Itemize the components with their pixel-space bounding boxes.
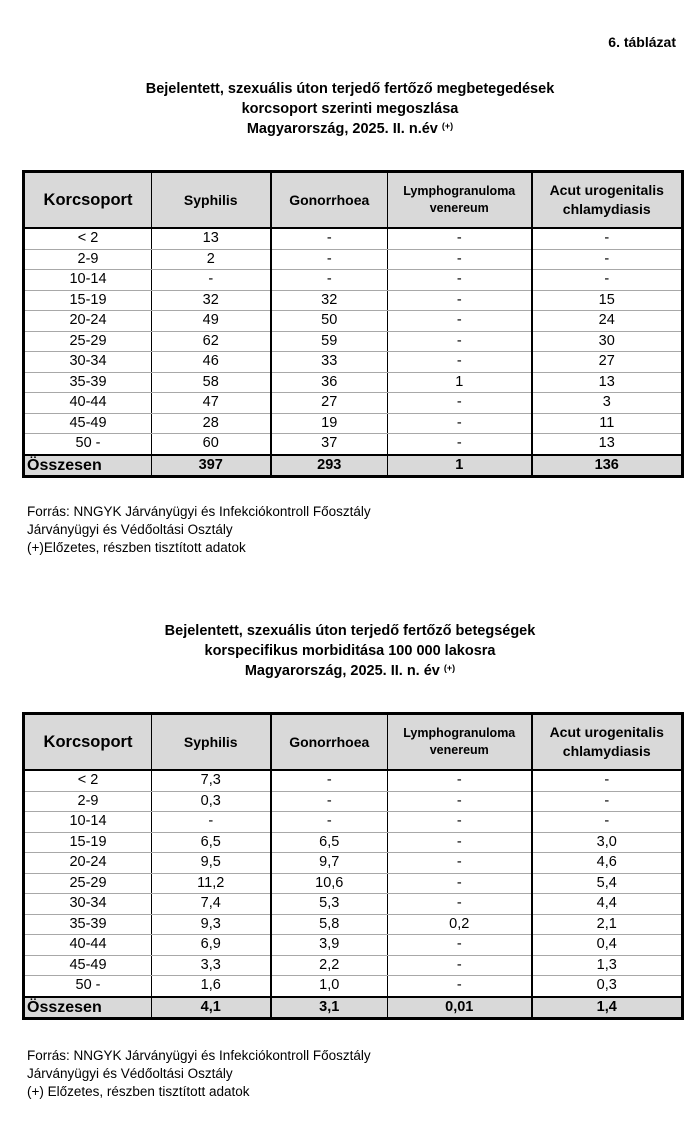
syphilis-cell: 6,9 — [152, 935, 271, 956]
table1-title-line3: Magyarország, 2025. II. n.év (+) — [246, 121, 454, 137]
gonorrhoea-cell: - — [271, 249, 388, 270]
table2-title — [0, 621, 700, 681]
syphilis-cell: 2 — [152, 249, 271, 270]
gonorrhoea-cell: 37 — [271, 434, 388, 455]
syphilis-cell: 28 — [152, 413, 271, 434]
chlamydiasis-cell: 13 — [532, 434, 683, 455]
syphilis-cell: - — [152, 270, 271, 291]
total-lymphogranuloma-cell: 0,01 — [388, 997, 532, 1019]
lymphogranuloma-cell: 0,2 — [388, 914, 532, 935]
age-group-cell: 40-44 — [24, 935, 152, 956]
chlamydiasis-cell: 3,0 — [532, 832, 683, 853]
age-group-cell: 30-34 — [24, 894, 152, 915]
table2-title-line2: korspecifikus morbiditása 100 000 lakosra — [204, 643, 496, 659]
lymphogranuloma-cell: - — [388, 249, 532, 270]
table-row — [24, 393, 683, 414]
age-group-cell: 40-44 — [24, 393, 152, 414]
age-group-cell: 15-19 — [24, 290, 152, 311]
table-row — [24, 331, 683, 352]
lymphogranuloma-cell: - — [388, 228, 532, 249]
chlamydiasis-cell: 3 — [532, 393, 683, 414]
gonorrhoea-cell: - — [271, 228, 388, 249]
total-row — [24, 997, 683, 1019]
chlamydiasis-cell: - — [532, 770, 683, 791]
gonorrhoea-cell: 19 — [271, 413, 388, 434]
age-group-cell: < 2 — [24, 770, 152, 791]
department-note: Járványügyi és Védőoltási Osztály — [27, 1066, 233, 1081]
table-row — [24, 352, 683, 373]
source-note: Forrás: NNGYK Járványügyi és Infekciókontroll Főosztály — [27, 1048, 371, 1063]
age-group-cell: 50 - — [24, 434, 152, 455]
footnote-marker: (+) — [443, 663, 456, 673]
chlamydiasis-cell: 1,3 — [532, 955, 683, 976]
chlamydiasis-cell: - — [532, 812, 683, 833]
chlamydiasis-cell: 11 — [532, 413, 683, 434]
syphilis-cell: 7,3 — [152, 770, 271, 791]
chlamydiasis-cell: 13 — [532, 372, 683, 393]
age-group-cell: 10-14 — [24, 270, 152, 291]
lymphogranuloma-cell: - — [388, 434, 532, 455]
table-row — [24, 976, 683, 997]
syphilis-cell: 49 — [152, 311, 271, 332]
col-header-age-group: Korcsoport — [24, 172, 152, 229]
col-header-gonorrhoea: Gonorrhoea — [271, 172, 388, 229]
table2-title-line3: Magyarország, 2025. II. n. év (+) — [244, 663, 456, 679]
gonorrhoea-cell: 1,0 — [271, 976, 388, 997]
table-row — [24, 832, 683, 853]
lymphogranuloma-cell: - — [388, 853, 532, 874]
chlamydiasis-cell: 24 — [532, 311, 683, 332]
age-group-cell: 30-34 — [24, 352, 152, 373]
gonorrhoea-cell: 3,9 — [271, 935, 388, 956]
department-note: Járványügyi és Védőoltási Osztály — [27, 522, 233, 537]
table1-title-line1: Bejelentett, szexuális úton terjedő fertőző megbetegedések — [145, 81, 555, 97]
col-header-chlamydiasis: Acut urogenitalis chlamydiasis — [532, 714, 683, 771]
syphilis-cell: 47 — [152, 393, 271, 414]
age-group-cell: 20-24 — [24, 311, 152, 332]
total-chlamydiasis-cell: 1,4 — [532, 997, 683, 1019]
lymphogranuloma-cell: - — [388, 270, 532, 291]
table2-morbidity-rates — [22, 712, 684, 1020]
table1-title-line2: korcsoport szerinti megoszlása — [241, 101, 459, 117]
lymphogranuloma-cell: - — [388, 894, 532, 915]
table1-case-counts — [22, 170, 684, 478]
col-header-syphilis: Syphilis — [152, 172, 271, 229]
gonorrhoea-cell: - — [271, 270, 388, 291]
source-note: Forrás: NNGYK Járványügyi és Infekciókontroll Főosztály — [27, 504, 371, 519]
table-row — [24, 434, 683, 455]
age-group-cell: 25-29 — [24, 331, 152, 352]
table-row — [24, 914, 683, 935]
chlamydiasis-cell: 4,4 — [532, 894, 683, 915]
lymphogranuloma-cell: - — [388, 873, 532, 894]
gonorrhoea-cell: 5,3 — [271, 894, 388, 915]
col-header-chlamydiasis: Acut urogenitalis chlamydiasis — [532, 172, 683, 229]
table2-title-line1: Bejelentett, szexuális úton terjedő fertőző betegségek — [164, 623, 536, 639]
chlamydiasis-cell: 4,6 — [532, 853, 683, 874]
total-syphilis-cell: 4,1 — [152, 997, 271, 1019]
age-group-cell: 45-49 — [24, 955, 152, 976]
age-group-cell: 10-14 — [24, 812, 152, 833]
syphilis-cell: 11,2 — [152, 873, 271, 894]
age-group-cell: 50 - — [24, 976, 152, 997]
table-row — [24, 249, 683, 270]
syphilis-cell: 0,3 — [152, 791, 271, 812]
lymphogranuloma-cell: 1 — [388, 372, 532, 393]
total-row — [24, 455, 683, 477]
chlamydiasis-cell: - — [532, 249, 683, 270]
total-syphilis-cell: 397 — [152, 455, 271, 477]
age-group-cell: 2-9 — [24, 791, 152, 812]
syphilis-cell: 9,3 — [152, 914, 271, 935]
lymphogranuloma-cell: - — [388, 955, 532, 976]
table-row — [24, 894, 683, 915]
lymphogranuloma-cell: - — [388, 311, 532, 332]
table1-title — [0, 79, 700, 139]
table-row — [24, 770, 683, 791]
age-group-cell: < 2 — [24, 228, 152, 249]
syphilis-cell: 1,6 — [152, 976, 271, 997]
col-header-gonorrhoea: Gonorrhoea — [271, 714, 388, 771]
lymphogranuloma-cell: - — [388, 770, 532, 791]
lymphogranuloma-cell: - — [388, 935, 532, 956]
age-group-cell: 25-29 — [24, 873, 152, 894]
age-group-cell: 35-39 — [24, 914, 152, 935]
footnote-marker: (+) — [441, 121, 454, 131]
total-label: Összesen — [24, 455, 152, 477]
chlamydiasis-cell: - — [532, 791, 683, 812]
table-row — [24, 873, 683, 894]
lymphogranuloma-cell: - — [388, 812, 532, 833]
gonorrhoea-cell: 2,2 — [271, 955, 388, 976]
gonorrhoea-cell: - — [271, 791, 388, 812]
table-row — [24, 270, 683, 291]
age-group-cell: 35-39 — [24, 372, 152, 393]
gonorrhoea-cell: 36 — [271, 372, 388, 393]
header-row — [24, 714, 683, 771]
gonorrhoea-cell: 5,8 — [271, 914, 388, 935]
chlamydiasis-cell: - — [532, 270, 683, 291]
chlamydiasis-cell: 15 — [532, 290, 683, 311]
syphilis-cell: 3,3 — [152, 955, 271, 976]
total-chlamydiasis-cell: 136 — [532, 455, 683, 477]
table-row — [24, 228, 683, 249]
chlamydiasis-cell: - — [532, 228, 683, 249]
table-number: 6. táblázat — [608, 34, 676, 50]
col-header-age-group: Korcsoport — [24, 714, 152, 771]
table-row — [24, 372, 683, 393]
table2-notes — [27, 1047, 371, 1101]
table-row — [24, 791, 683, 812]
syphilis-cell: 60 — [152, 434, 271, 455]
col-header-lymphogranuloma: Lymphogranuloma venereum — [388, 172, 532, 229]
syphilis-cell: 6,5 — [152, 832, 271, 853]
table-row — [24, 812, 683, 833]
syphilis-cell: 58 — [152, 372, 271, 393]
syphilis-cell: 32 — [152, 290, 271, 311]
syphilis-cell: 13 — [152, 228, 271, 249]
total-gonorrhoea-cell: 3,1 — [271, 997, 388, 1019]
preliminary-note: (+) Előzetes, részben tisztított adatok — [27, 1084, 250, 1099]
table-row — [24, 955, 683, 976]
chlamydiasis-cell: 2,1 — [532, 914, 683, 935]
gonorrhoea-cell: 50 — [271, 311, 388, 332]
table-row — [24, 935, 683, 956]
chlamydiasis-cell: 30 — [532, 331, 683, 352]
table-row — [24, 853, 683, 874]
chlamydiasis-cell: 27 — [532, 352, 683, 373]
total-label: Összesen — [24, 997, 152, 1019]
age-group-cell: 45-49 — [24, 413, 152, 434]
gonorrhoea-cell: 32 — [271, 290, 388, 311]
table-row — [24, 413, 683, 434]
syphilis-cell: 7,4 — [152, 894, 271, 915]
lymphogranuloma-cell: - — [388, 393, 532, 414]
syphilis-cell: 46 — [152, 352, 271, 373]
col-header-lymphogranuloma: Lymphogranuloma venereum — [388, 714, 532, 771]
gonorrhoea-cell: 27 — [271, 393, 388, 414]
lymphogranuloma-cell: - — [388, 832, 532, 853]
lymphogranuloma-cell: - — [388, 352, 532, 373]
gonorrhoea-cell: - — [271, 812, 388, 833]
chlamydiasis-cell: 0,3 — [532, 976, 683, 997]
lymphogranuloma-cell: - — [388, 413, 532, 434]
gonorrhoea-cell: 59 — [271, 331, 388, 352]
table-row — [24, 290, 683, 311]
table1-notes — [27, 503, 371, 557]
syphilis-cell: 62 — [152, 331, 271, 352]
preliminary-note: (+)Előzetes, részben tisztított adatok — [27, 540, 246, 555]
gonorrhoea-cell: 6,5 — [271, 832, 388, 853]
lymphogranuloma-cell: - — [388, 976, 532, 997]
lymphogranuloma-cell: - — [388, 290, 532, 311]
chlamydiasis-cell: 5,4 — [532, 873, 683, 894]
gonorrhoea-cell: 10,6 — [271, 873, 388, 894]
col-header-syphilis: Syphilis — [152, 714, 271, 771]
lymphogranuloma-cell: - — [388, 331, 532, 352]
age-group-cell: 2-9 — [24, 249, 152, 270]
gonorrhoea-cell: 33 — [271, 352, 388, 373]
gonorrhoea-cell: - — [271, 770, 388, 791]
header-row — [24, 172, 683, 229]
total-gonorrhoea-cell: 293 — [271, 455, 388, 477]
age-group-cell: 20-24 — [24, 853, 152, 874]
syphilis-cell: - — [152, 812, 271, 833]
chlamydiasis-cell: 0,4 — [532, 935, 683, 956]
age-group-cell: 15-19 — [24, 832, 152, 853]
gonorrhoea-cell: 9,7 — [271, 853, 388, 874]
lymphogranuloma-cell: - — [388, 791, 532, 812]
syphilis-cell: 9,5 — [152, 853, 271, 874]
total-lymphogranuloma-cell: 1 — [388, 455, 532, 477]
table-row — [24, 311, 683, 332]
